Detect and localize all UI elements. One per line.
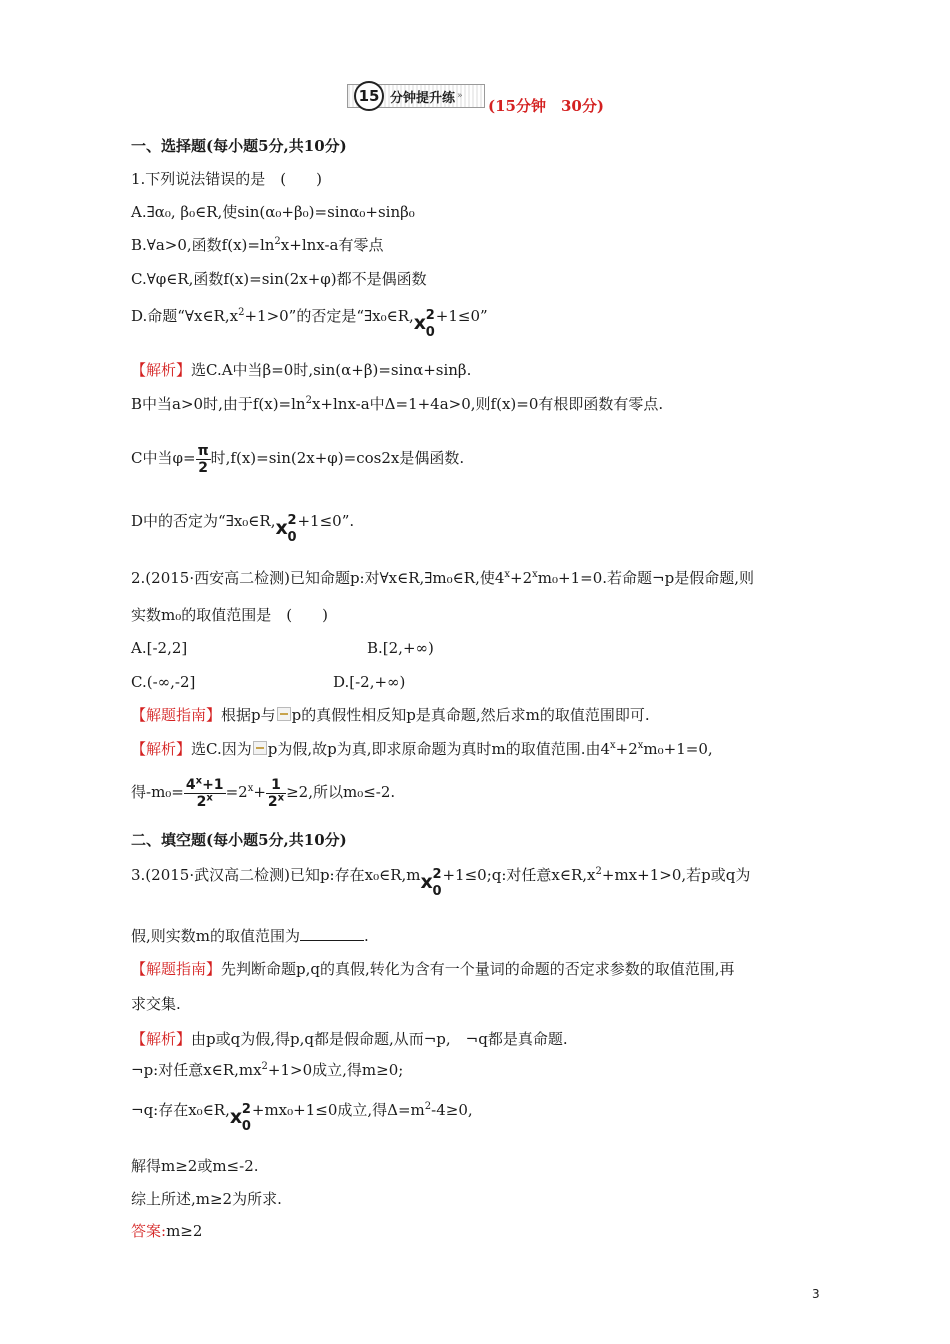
- answer-value: m≥2: [166, 1222, 203, 1240]
- q1-option-a: A.∃α₀, β₀∈R,使sin(α₀+β₀)=sinα₀+sinβ₀: [131, 203, 415, 221]
- numerator: 1: [266, 777, 286, 794]
- x0-squared: [420, 867, 442, 899]
- x-base: x: [229, 1106, 243, 1128]
- x-sup: 2: [241, 1102, 251, 1117]
- x-base: x: [420, 871, 433, 893]
- text: 选C.A中当β=0时,sin(α+β)=sinα+sinβ.: [191, 361, 472, 379]
- badge-text: 分钟提升练: [390, 90, 456, 106]
- text: 选C.因为: [191, 740, 252, 758]
- superscript: x: [532, 569, 538, 580]
- text: 根据p与: [221, 706, 276, 724]
- superscript: x: [206, 791, 213, 803]
- text: B.∀a>0,函数f(x)=ln: [131, 236, 275, 254]
- text: x+lnx-a中Δ=1+4a>0,则f(x)=0有根即函数有零点.: [311, 395, 664, 413]
- text: 由p或q为假,得p,q都是假命题,从而¬p, ¬q都是真命题.: [191, 1030, 568, 1048]
- guide-tag: 【解题指南】: [131, 706, 222, 724]
- q3-stem-2: [131, 925, 369, 947]
- text: C中当φ=: [131, 449, 196, 467]
- analysis-tag: 【解析】: [131, 1030, 192, 1048]
- q1-stem: 1.下列说法错误的是 ( ): [131, 170, 323, 188]
- x-sup: 2: [432, 867, 442, 882]
- q2-option-b: B.[2,+∞): [367, 639, 434, 657]
- q2-guide: [131, 704, 650, 726]
- denominator: [184, 791, 226, 810]
- q3-answer: [131, 1220, 202, 1242]
- text: =2: [225, 783, 248, 801]
- text: +1>0”的否定是“∃x₀∈R,: [244, 307, 414, 325]
- text: +1≤0”: [435, 307, 488, 325]
- superscript: x: [610, 740, 616, 751]
- x-sub: 0: [432, 884, 442, 899]
- superscript: 2: [274, 236, 281, 247]
- x-sup: 2: [425, 308, 435, 323]
- superscript: 2: [261, 1061, 268, 1072]
- text: 2: [196, 793, 207, 810]
- text: D中的否定为“∃x₀∈R,: [131, 512, 276, 530]
- x-sup: 2: [287, 513, 297, 528]
- q2-option-c: C.(-∞,-2]: [131, 673, 196, 691]
- text: 4: [185, 776, 196, 793]
- q1-analysis-4: [131, 510, 355, 545]
- text: m₀+1=0,: [643, 740, 713, 758]
- fraction-1-over-2x: [266, 777, 286, 810]
- analysis-tag: 【解析】: [131, 740, 192, 758]
- q3-analysis-2: [131, 1059, 403, 1081]
- superscript: 2: [305, 395, 312, 406]
- section-title-fill: 二、填空题(每小题5分,共10分): [131, 831, 347, 849]
- text: .: [364, 927, 369, 945]
- x-sub: 0: [425, 325, 435, 340]
- numerator: [184, 774, 226, 794]
- section-header: [347, 84, 485, 108]
- text: +2: [615, 740, 638, 758]
- fraction-4x-plus-1-over-2x: [184, 774, 226, 810]
- text: B中当a>0时,由于f(x)=ln: [131, 395, 306, 413]
- x0-squared: [229, 1102, 252, 1134]
- text: 2: [267, 793, 278, 810]
- x-sub: 0: [287, 530, 297, 545]
- text: 先判断命题p,q的真假,转化为含有一个量词的命题的否定求参数的取值范围,再: [221, 960, 735, 978]
- superscript: 2: [595, 866, 602, 877]
- fraction-pi-over-2: [196, 443, 211, 476]
- analysis-tag: 【解析】: [131, 361, 192, 379]
- negation-icon: [253, 741, 267, 755]
- x0-squared: [413, 308, 436, 340]
- text: 3.(2015·武汉高二检测)已知p:存在x₀∈R,m: [131, 866, 421, 884]
- q1-analysis-2: [131, 393, 663, 415]
- superscript: x: [504, 569, 511, 580]
- x-sub: 0: [241, 1119, 251, 1134]
- x-base: x: [275, 517, 288, 539]
- x-base: x: [413, 312, 427, 334]
- section-title-choice: 一、选择题(每小题5分,共10分): [131, 137, 347, 155]
- q1-analysis-1: [131, 359, 471, 381]
- superscript: 2: [424, 1101, 432, 1112]
- text: p为假,故p为真,即求原命题为真时m的取值范围.由4: [267, 740, 611, 758]
- q1-option-d: [131, 305, 488, 340]
- text: x+lnx-a有零点: [280, 236, 384, 254]
- text: 2.(2015·西安高二检测)已知命题p:对∀x∈R,∃m₀∈R,使4: [131, 569, 505, 587]
- q2-analysis-2: [131, 772, 395, 812]
- q3-analysis-1: [131, 1028, 568, 1050]
- chevron-right-icon: »: [457, 91, 463, 101]
- superscript: 2: [238, 307, 245, 318]
- text: p的真假性相反知p是真命题,然后求m的取值范围即可.: [291, 706, 650, 724]
- text: 时,f(x)=sin(2x+φ)=cos2x是偶函数.: [210, 449, 465, 467]
- q1-option-c: C.∀φ∈R,函数f(x)=sin(2x+φ)都不是偶函数: [131, 270, 427, 288]
- page-number: 3: [812, 1287, 820, 1301]
- q3-stem-1: [131, 864, 751, 899]
- q2-stem-1: [131, 567, 754, 589]
- denominator: 2: [198, 459, 208, 476]
- guide-tag: 【解题指南】: [131, 960, 222, 978]
- text: D.命题“∀x∈R,x: [131, 307, 239, 325]
- text: 得-m₀=: [131, 783, 184, 801]
- header-badge: [347, 84, 485, 108]
- q3-analysis-5: 综上所述,m≥2为所求.: [131, 1190, 282, 1208]
- negation-icon: [277, 707, 291, 721]
- text: 假,则实数m的取值范围为: [131, 927, 300, 945]
- q2-stem-2: 实数m₀的取值范围是 ( ): [131, 606, 328, 624]
- text: +1≤0;q:对任意x∈R,x: [442, 866, 596, 884]
- q3-guide-2: 求交集.: [131, 995, 181, 1013]
- q2-option-a: A.[-2,2]: [131, 639, 188, 657]
- text: +1>0成立,得m≥0;: [267, 1061, 404, 1079]
- answer-tag: 答案:: [131, 1222, 167, 1240]
- q3-analysis-4: 解得m≥2或m≤-2.: [131, 1157, 259, 1175]
- text: ≥2,所以m₀≤-2.: [286, 783, 396, 801]
- superscript: x: [247, 783, 254, 794]
- x0-squared: [275, 513, 297, 545]
- text: +1≤0”.: [297, 512, 355, 530]
- q2-option-d: D.[-2,+∞): [333, 673, 406, 691]
- denominator: [266, 791, 286, 810]
- q1-option-b: [131, 234, 384, 256]
- q2-analysis-1: [131, 738, 713, 760]
- q3-analysis-3: [131, 1099, 473, 1134]
- q1-analysis-3: [131, 440, 464, 476]
- text: +mx₀+1≤0成立,得Δ=m: [251, 1101, 425, 1119]
- text: ¬q:存在x₀∈R,: [131, 1101, 230, 1119]
- text: +: [253, 783, 266, 801]
- q3-guide-1: [131, 958, 735, 980]
- badge-number: 15: [354, 81, 384, 111]
- text: +mx+1>0,若p或q为: [601, 866, 751, 884]
- text: +1: [202, 776, 224, 793]
- text: -4≥0,: [431, 1101, 473, 1119]
- superscript: x: [195, 774, 203, 786]
- answer-blank: [300, 926, 364, 941]
- superscript: x: [277, 791, 285, 803]
- text: +2: [510, 569, 533, 587]
- text: ¬p:对任意x∈R,mx: [131, 1061, 262, 1079]
- superscript: x: [637, 740, 644, 751]
- header-score: (15分钟 30分): [488, 97, 604, 115]
- text: m₀+1=0.若命题¬p是假命题,则: [537, 569, 754, 587]
- numerator: π: [197, 442, 209, 459]
